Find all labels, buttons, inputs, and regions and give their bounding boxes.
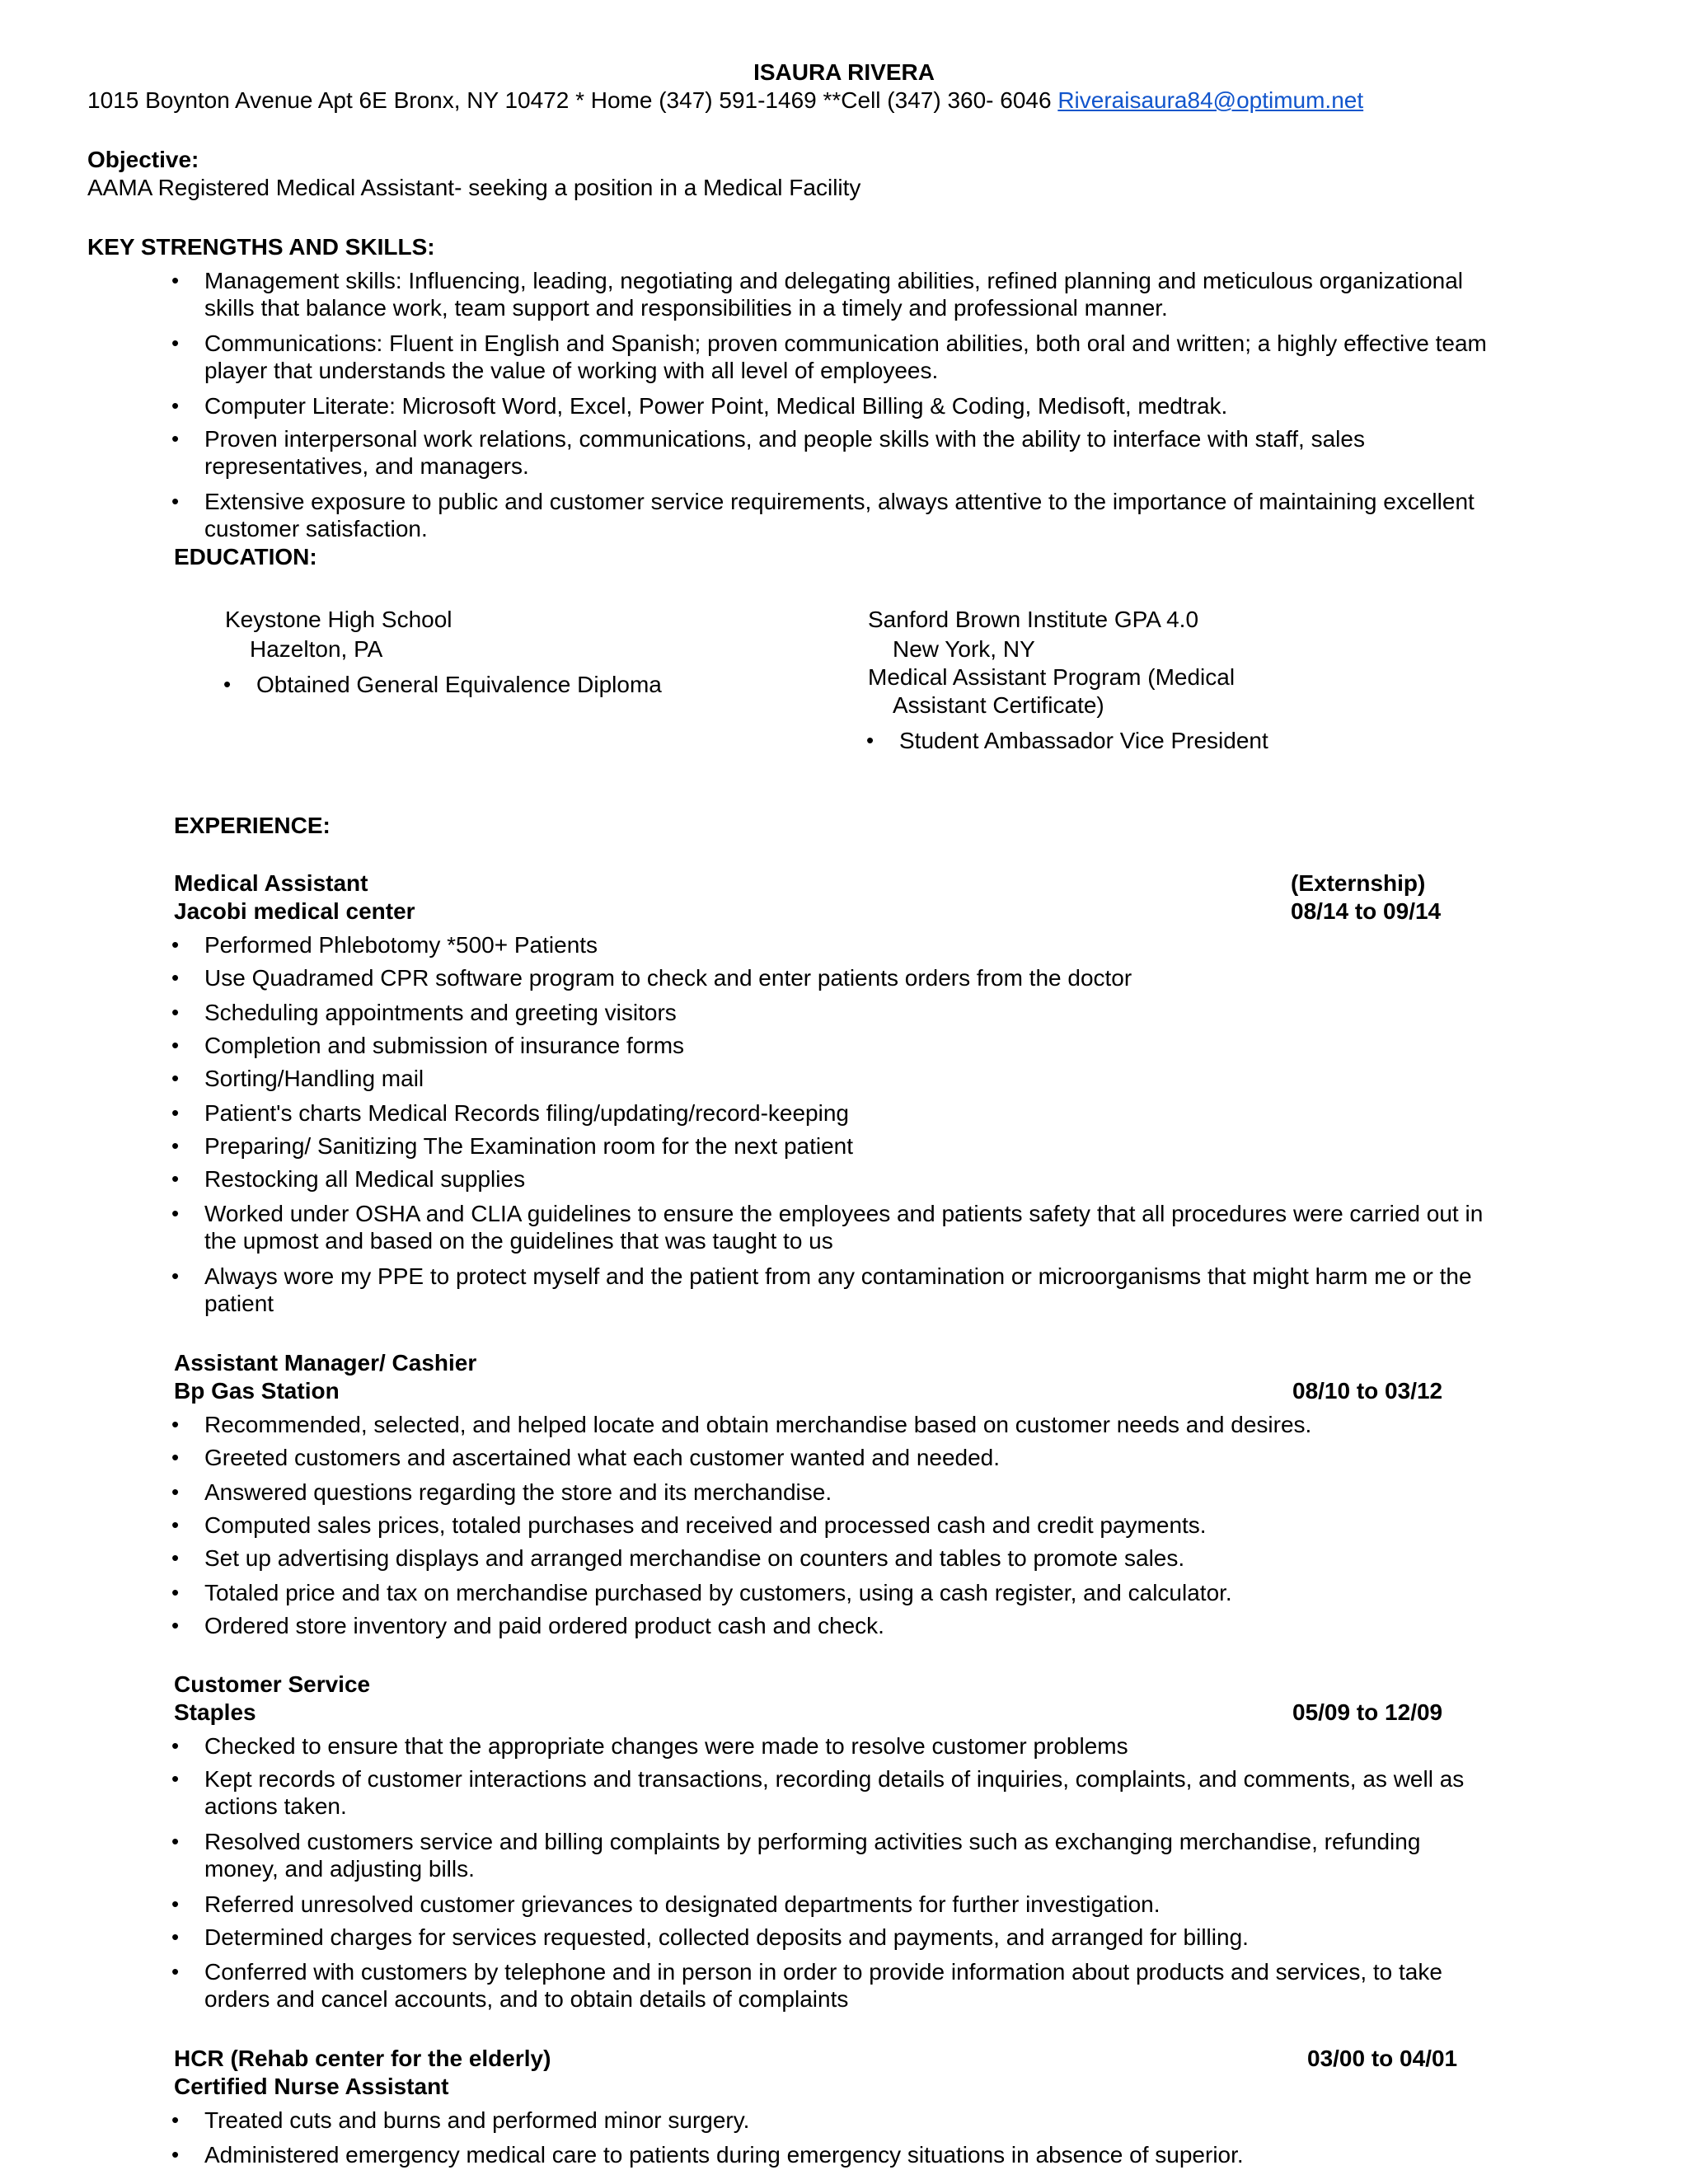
bullet-icon: •	[171, 1133, 180, 1158]
experience-heading: EXPERIENCE:	[174, 813, 331, 838]
bullet-icon: •	[171, 1512, 180, 1537]
bullet-icon: •	[171, 932, 180, 957]
program-line-2: Assistant Certificate)	[893, 692, 1104, 718]
skill-item: • Extensive exposure to public and customer service requirements, always attentive to the importance of maintaining excellent customer satisfaction.	[171, 489, 1475, 541]
bullet-icon: •	[171, 1479, 180, 1504]
job-duty: • Totaled price and tax on merchandise purchased by customers, using a cash register, and calculator.	[171, 1580, 1232, 1605]
job-dates: 03/00 to 04/01	[1307, 2046, 1458, 2071]
bullet-icon: •	[171, 1924, 180, 1949]
job-employer: Bp Gas Station	[174, 1378, 340, 1404]
bullet-icon: •	[171, 268, 180, 293]
bullet-icon: •	[171, 1166, 180, 1191]
school-location: Hazelton, PA	[250, 636, 383, 662]
job-duty: • Referred unresolved customer grievances to designated departments for further investigation.	[171, 1891, 1160, 1917]
job-employer: Staples	[174, 1699, 256, 1725]
bullet-icon: •	[171, 1066, 180, 1090]
job-duty: • Patient's charts Medical Records filing/updating/record-keeping	[171, 1100, 849, 1126]
bullet-icon: •	[171, 489, 180, 513]
job-duty: • Ordered store inventory and paid ordered product cash and check.	[171, 1613, 884, 1638]
bullet-icon: •	[171, 1100, 180, 1125]
school-name: Keystone High School	[225, 607, 452, 632]
job-dates: 08/10 to 03/12	[1292, 1378, 1443, 1404]
job-duty: • Preparing/ Sanitizing The Examination room for the next patient	[171, 1133, 854, 1159]
job-duty: • Treated cuts and burns and performed minor surgery.	[171, 2107, 750, 2133]
job-duty: • Sorting/Handling mail	[171, 1066, 424, 1091]
bullet-icon: •	[171, 426, 180, 451]
bullet-icon: •	[171, 1829, 180, 1854]
bullet-icon: •	[171, 1613, 180, 1638]
bullet-icon: •	[171, 1033, 180, 1057]
bullet-icon: •	[171, 1891, 180, 1916]
job-duty: • Set up advertising displays and arranged merchandise on counters and tables to promote sales.	[171, 1545, 1185, 1571]
bullet-icon: •	[171, 1580, 180, 1605]
email-link[interactable]: Riveraisaura84@optimum.net	[1057, 87, 1364, 113]
bullet-icon: •	[171, 330, 180, 355]
job-duty: • Resolved customers service and billing complaints by performing activities such as exchanging merchandise, refunding money, and adjusting bills.	[171, 1829, 1421, 1882]
program-line-1: Medical Assistant Program (Medical	[868, 664, 1236, 690]
bullet-icon: •	[171, 1959, 180, 1984]
skill-item: • Proven interpersonal work relations, communications, and people skills with the ability to interface with staff, sales representatives, and managers.	[171, 426, 1365, 479]
bullet-icon: •	[171, 1445, 180, 1469]
resume-name: ISAURA RIVERA	[753, 59, 935, 85]
job-duty: • Answered questions regarding the store and its merchandise.	[171, 1479, 832, 1505]
bullet-icon: •	[171, 1412, 180, 1436]
job-duty: • Greeted customers and ascertained what each customer wanted and needed.	[171, 1445, 1001, 1470]
job-duty: • Conferred with customers by telephone and in person in order to provide information about products and services, to take orders and cancel accounts, and to obtain details of complaints	[171, 1959, 1442, 2012]
job-title: Assistant Manager/ Cashier	[174, 1350, 477, 1376]
skill-item: • Management skills: Influencing, leading, negotiating and delegating abilities, refined planning and meticulous organizational skills that balance work, team support and responsibilities in a timely and professional manner.	[171, 268, 1464, 321]
bullet-icon: •	[171, 1000, 180, 1024]
bullet-icon: •	[171, 2107, 180, 2132]
job-duty: • Scheduling appointments and greeting visitors	[171, 1000, 677, 1025]
job-duty: • Completion and submission of insurance forms	[171, 1033, 685, 1058]
job-title: Customer Service	[174, 1671, 371, 1697]
job-duty: • Always wore my PPE to protect myself and the patient from any contamination or microorganisms that might harm me or the patient	[171, 1263, 1472, 1316]
job-duty: • Use Quadramed CPR software program to check and enter patients orders from the doctor	[171, 965, 1132, 991]
job-title: Medical Assistant	[174, 870, 368, 896]
bullet-icon: •	[171, 1263, 180, 1288]
job-duty: • Checked to ensure that the appropriate changes were made to resolve customer problems	[171, 1733, 1128, 1759]
job-note: (Externship)	[1291, 870, 1426, 896]
job-duty: • Restocking all Medical supplies	[171, 1166, 526, 1192]
job-duty: • Determined charges for services requested, collected deposits and payments, and arranged for billing.	[171, 1924, 1249, 1950]
job-duty: • Kept records of customer interactions and transactions, recording details of inquiries, complaints, and comments, as well as actions taken.	[171, 1766, 1465, 1819]
job-employer: Certified Nurse Assistant	[174, 2074, 449, 2099]
job-duty: • Performed Phlebotomy *500+ Patients	[171, 932, 598, 958]
bullet-icon: •	[223, 672, 232, 696]
education-heading: EDUCATION:	[174, 544, 317, 569]
bullet-icon: •	[171, 1201, 180, 1226]
job-employer: Jacobi medical center	[174, 898, 415, 924]
bullet-icon: •	[171, 1733, 180, 1758]
job-dates: 05/09 to 12/09	[1292, 1699, 1443, 1725]
job-dates: 08/14 to 09/14	[1291, 898, 1442, 924]
job-duty: • Recommended, selected, and helped locate and obtain merchandise based on customer needs and desires.	[171, 1412, 1312, 1437]
skill-item: • Communications: Fluent in English and Spanish; proven communication abilities, both oral and written; a highly effective team player that understands the value of working with all level of employees.	[171, 330, 1487, 383]
job-duty: • Administered emergency medical care to patients during emergency situations in absence of superior.	[171, 2142, 1244, 2168]
education-item: • Student Ambassador Vice President	[866, 728, 1268, 753]
job-duty: • Worked under OSHA and CLIA guidelines to ensure the employees and patients safety that all procedures were carried out in the upmost and based on the guidelines that was taught to us	[171, 1201, 1484, 1254]
education-item: • Obtained General Equivalence Diploma	[223, 672, 662, 697]
skill-item: • Computer Literate: Microsoft Word, Excel, Power Point, Medical Billing & Coding, Medisoft, medtrak.	[171, 393, 1228, 419]
contact-line	[87, 87, 1363, 114]
job-duty: • Computed sales prices, totaled purchases and received and processed cash and credit payments.	[171, 1512, 1207, 1538]
bullet-icon: •	[171, 393, 180, 418]
bullet-icon: •	[171, 1766, 180, 1791]
objective-text: AAMA Registered Medical Assistant- seeking a position in a Medical Facility	[87, 175, 861, 200]
institute-name: Sanford Brown Institute GPA 4.0	[868, 607, 1199, 632]
bullet-icon: •	[171, 1545, 180, 1570]
objective-heading: Objective:	[87, 147, 199, 172]
bullet-icon: •	[171, 965, 180, 990]
bullet-icon: •	[866, 728, 874, 752]
job-title: HCR (Rehab center for the elderly)	[174, 2046, 551, 2071]
institute-location: New York, NY	[893, 636, 1035, 662]
contact-details: 1015 Boynton Avenue Apt 6E Bronx, NY 10472 * Home (347) 591-1469 **Cell (347) 360- 6046	[87, 87, 1058, 113]
bullet-icon: •	[171, 2142, 180, 2167]
skills-heading: KEY STRENGTHS AND SKILLS:	[87, 234, 435, 260]
